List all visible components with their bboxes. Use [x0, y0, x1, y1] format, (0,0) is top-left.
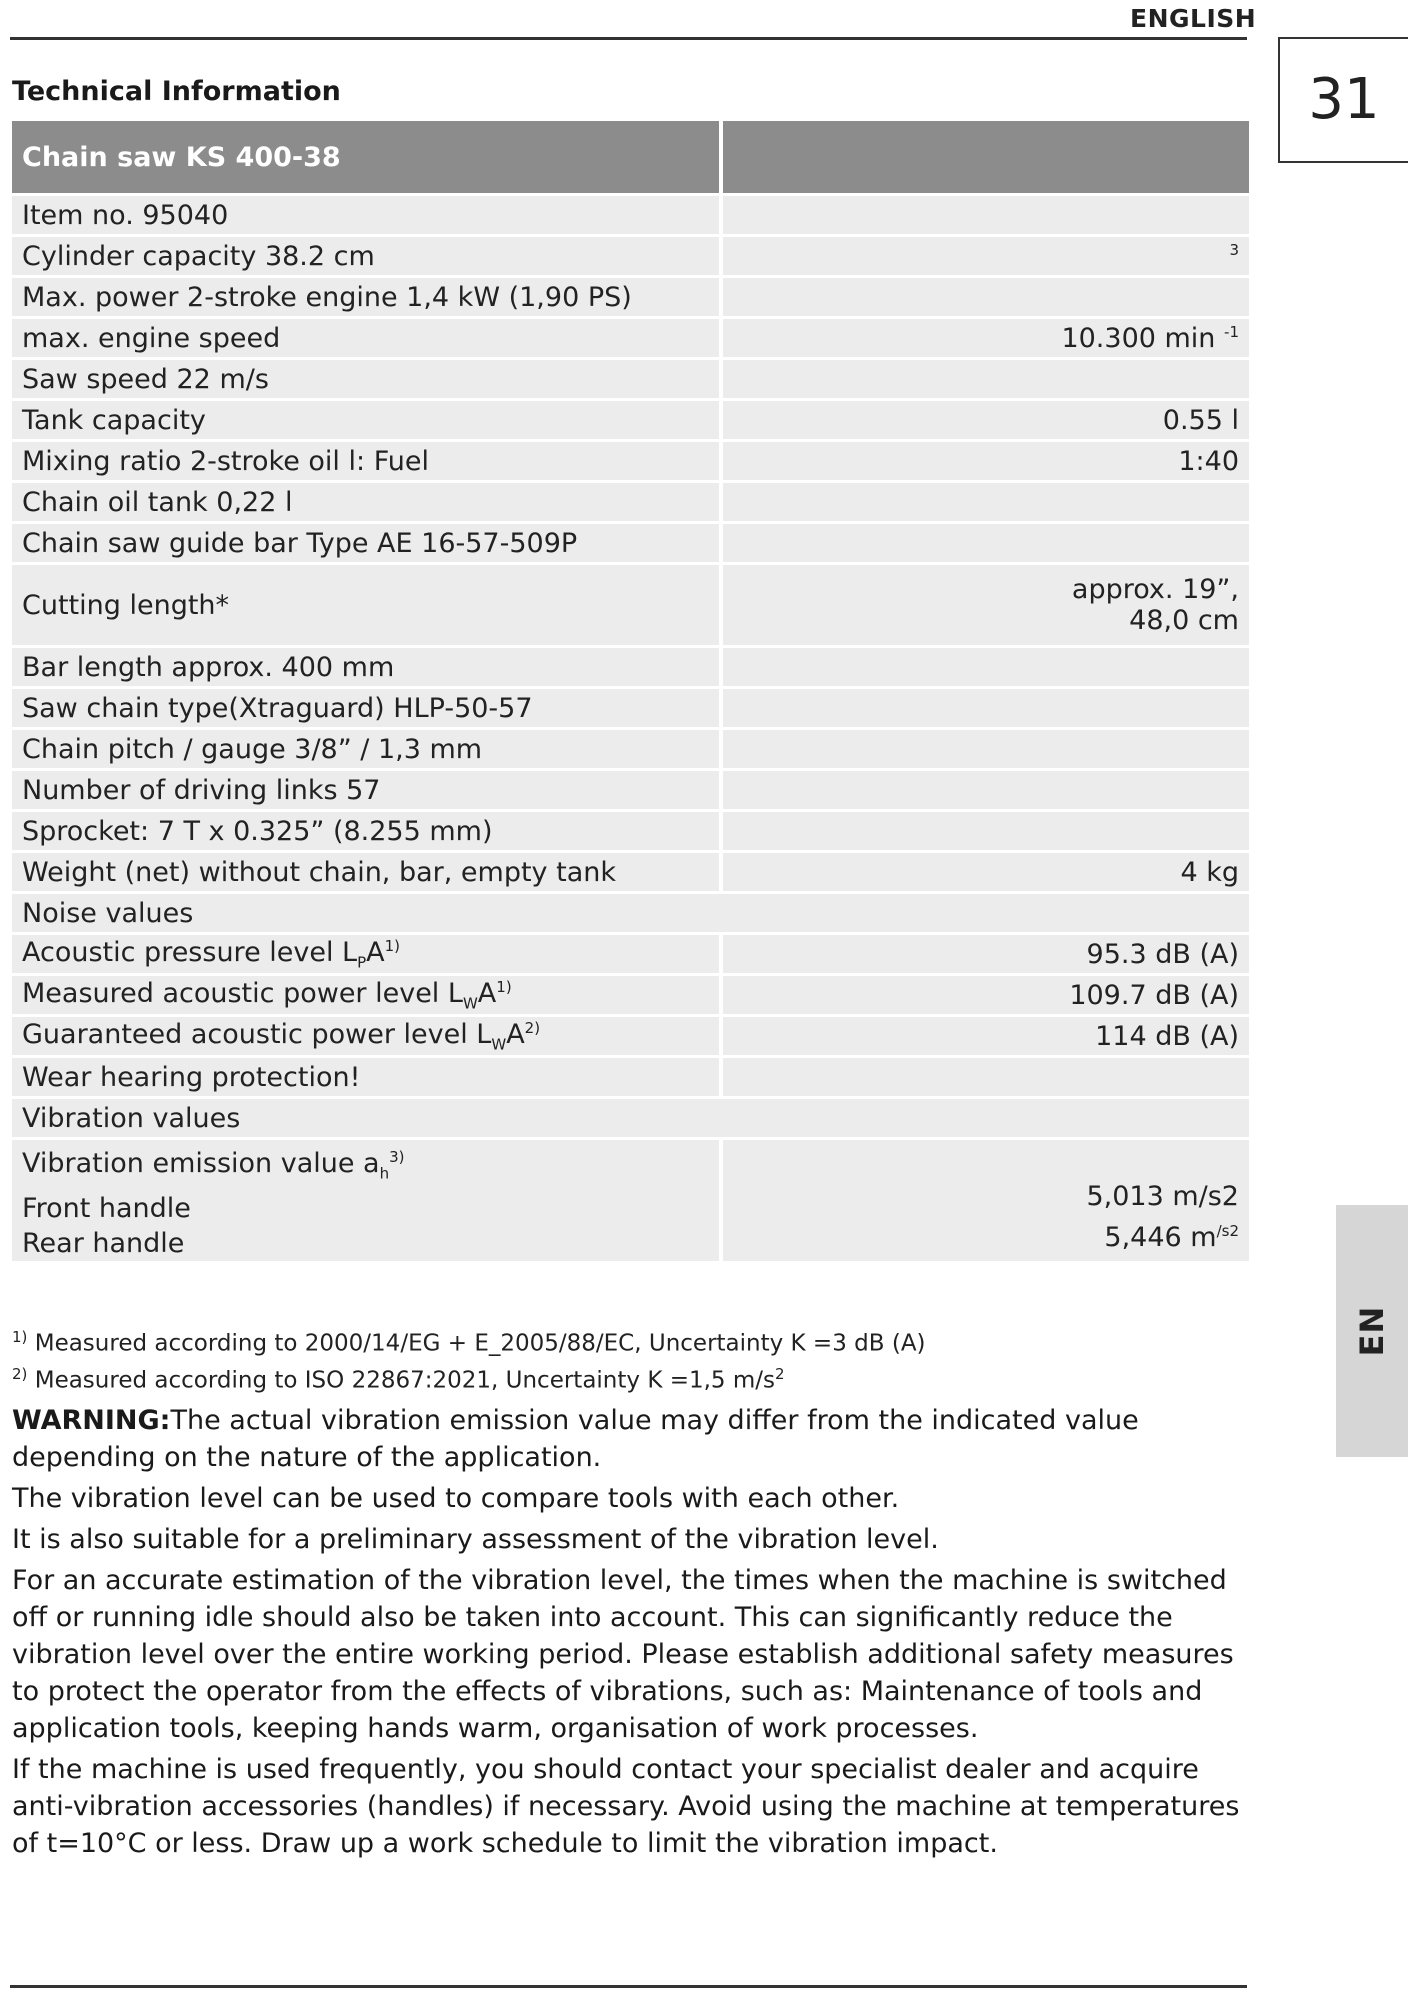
- row-label: Chain oil tank 0,22 l: [12, 483, 719, 521]
- page-number-box: [1278, 37, 1408, 163]
- row-label: Chain pitch / gauge 3/8” / 1,3 mm: [12, 730, 719, 768]
- row-label: Cutting length*: [12, 565, 719, 645]
- row-value: [719, 319, 1249, 357]
- row-label: Mixing ratio 2-stroke oil l: Fuel: [12, 442, 719, 480]
- table-row: [12, 1058, 1249, 1096]
- row-value-line: approx. 19”,: [1071, 574, 1239, 605]
- row-value: 4 kg: [719, 853, 1249, 891]
- warning-section: [12, 1402, 1252, 1866]
- row-value: 109.7 dB (A): [719, 976, 1249, 1014]
- row-label: Bar length approx. 400 mm: [12, 648, 719, 686]
- footer-divider: [10, 1985, 1247, 1988]
- spec-table-heading: Chain saw KS 400-38: [12, 121, 719, 193]
- row-value: [719, 524, 1249, 562]
- row-label: max. engine speed: [12, 319, 719, 357]
- footnotes: [12, 1322, 926, 1395]
- row-value: [719, 812, 1249, 850]
- row-value: [719, 648, 1249, 686]
- page-number: 31: [1308, 67, 1380, 132]
- table-row: [12, 319, 1249, 357]
- row-label: Acoustic pressure level $L_PA^{1)}$: [12, 935, 719, 973]
- row-label: Guaranteed acoustic power level $L_WA^{2)}$: [12, 1017, 719, 1055]
- row-label: Saw chain type(Xtraguard) HLP-50-57: [12, 689, 719, 727]
- row-label: Saw speed 22 m/s: [12, 360, 719, 398]
- row-value: [719, 730, 1249, 768]
- row-value: 1:40: [719, 442, 1249, 480]
- table-row: [12, 524, 1249, 562]
- language-tab: [1336, 1205, 1408, 1457]
- row-value: [719, 483, 1249, 521]
- table-row: [12, 401, 1249, 439]
- row-value: [719, 1058, 1249, 1096]
- row-label: Tank capacity: [12, 401, 719, 439]
- row-value: [719, 360, 1249, 398]
- row-value: 0.55 l: [719, 401, 1249, 439]
- row-value: [719, 237, 1249, 275]
- row-value: [719, 196, 1249, 234]
- warning-paragraph: For an accurate estimation of the vibration level, the times when the machine is switched off or running idle should also be taken into account. This can significantly reduce the vibration level over the entire working period. Please establish additional safety measures to protect the operator from the effects of vibrations, such as: Maintenance of tools and application tools, keeping hands warm, organisation of work processes.: [12, 1565, 1234, 1744]
- table-row: [12, 1017, 1249, 1055]
- row-label: Number of driving links 57: [12, 771, 719, 809]
- row-value-sup: -1: [1224, 322, 1239, 341]
- warning-label: WARNING:: [12, 1405, 171, 1436]
- table-row: [12, 483, 1249, 521]
- row-value-line: 48,0 cm: [1129, 605, 1239, 636]
- spec-table-header: [12, 121, 1249, 193]
- table-row: [12, 360, 1249, 398]
- table-row: [12, 278, 1249, 316]
- spec-table: [12, 118, 1249, 1264]
- table-row: [12, 771, 1249, 809]
- table-row: [12, 812, 1249, 850]
- warning-paragraph: It is also suitable for a preliminary assessment of the vibration level.: [12, 1524, 939, 1555]
- row-value: [719, 278, 1249, 316]
- row-label: Measured acoustic power level $L_WA^{1)}$: [12, 976, 719, 1014]
- row-label: Weight (net) without chain, bar, empty tank: [12, 853, 719, 891]
- warning-paragraph: The vibration level can be used to compare tools with each other.: [12, 1483, 900, 1514]
- row-value: 95.3 dB (A): [719, 935, 1249, 973]
- table-row: [12, 237, 1249, 275]
- table-row: [12, 730, 1249, 768]
- row-label: Cylinder capacity 38.2 cm: [12, 237, 719, 275]
- spec-table-heading-empty: [719, 121, 1249, 193]
- table-row: [12, 1099, 1249, 1137]
- row-value: 5,013 m/s2 5,446 $m^{/s2}$: [719, 1140, 1249, 1261]
- row-value-sup: 3: [1229, 240, 1239, 259]
- language-tab-label: EN: [1353, 1305, 1391, 1357]
- table-row: [12, 689, 1249, 727]
- footnote: $^{1)}$ Measured according to 2000/14/EG + E_2005/88/EC, Uncertainty K =3 dB (A): [12, 1328, 926, 1357]
- warning-paragraph: WARNING:The actual vibration emission value may differ from the indicated value depending on the nature of the application.: [12, 1405, 1139, 1473]
- row-value: [719, 771, 1249, 809]
- table-row: [12, 648, 1249, 686]
- table-row: [12, 894, 1249, 932]
- table-row: [12, 442, 1249, 480]
- section-title: Technical Information: [12, 76, 341, 107]
- table-row: [12, 853, 1249, 891]
- table-row: [12, 935, 1249, 973]
- row-value: 114 dB (A): [719, 1017, 1249, 1055]
- row-label-full: Vibration values: [12, 1099, 1249, 1137]
- row-value: [719, 689, 1249, 727]
- footnote: $^{2)}$ Measured according to ISO 22867:2021, Uncertainty K =1,5 $m/s^2$: [12, 1364, 785, 1394]
- row-label: Wear hearing protection!: [12, 1058, 719, 1096]
- row-label: Item no. 95040: [12, 196, 719, 234]
- row-value-text: 10.300 min: [1061, 322, 1216, 354]
- table-row: [12, 1140, 1249, 1261]
- row-label: Chain saw guide bar Type AE 16-57-509P: [12, 524, 719, 562]
- row-label: Sprocket: 7 T x 0.325” (8.255 mm): [12, 812, 719, 850]
- row-label: Max. power 2-stroke engine 1,4 kW (1,90 PS): [12, 278, 719, 316]
- row-label: Vibration emission value $a_h^{3)}$ Front handle Rear handle: [12, 1140, 719, 1261]
- row-value: [719, 565, 1249, 645]
- warning-paragraph: If the machine is used frequently, you should contact your specialist dealer and acquire anti-vibration accessories (handles) if necessary. Avoid using the machine at temperatures of t=10°C or less. Draw up a work schedule to limit the vibration impact.: [12, 1754, 1240, 1859]
- header-divider: [10, 37, 1247, 40]
- row-label-full: Noise values: [12, 894, 1249, 932]
- table-row: [12, 196, 1249, 234]
- table-row: [12, 565, 1249, 645]
- table-row: [12, 976, 1249, 1014]
- header-language: ENGLISH: [1130, 4, 1257, 33]
